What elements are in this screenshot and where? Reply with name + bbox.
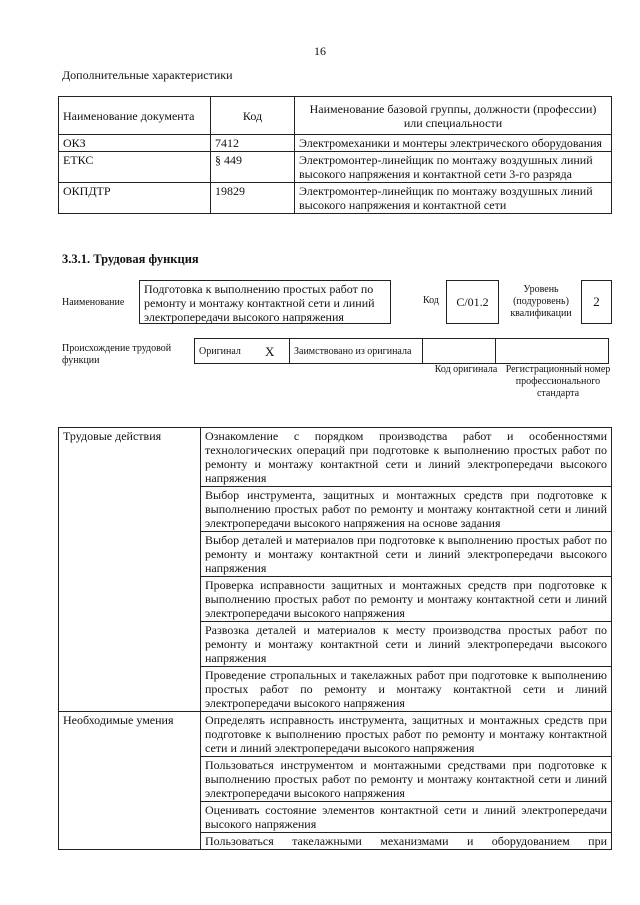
table-row [59,152,612,183]
cell-document: ОКЗ [59,135,211,152]
cell-code: 7412 [211,135,295,152]
table-row [59,183,612,214]
action-item: Проверка исправности защитных и монтажных средств при подготовке к выполнению простых работ по ремонту и монтажу контактной сети и линий электропередачи высокого напряжения [201,577,612,622]
origin-table [194,338,609,364]
borrowed-label: Заимствовано из оригинала [290,339,423,364]
function-section-title: 3.3.1. Трудовая функция [62,252,199,266]
table-row [59,135,612,152]
cell-code: § 449 [211,152,295,183]
name-label: Наименование [62,297,125,308]
code-original-caption: Код оригинала [434,364,498,375]
header-group: Наименование базовой группы, должности (профессии) или специальности [295,97,612,135]
table-row [59,712,612,757]
action-item: Выбор деталей и материалов при подготовке к выполнению простых работ по ремонту и монтажу контактной сети и линий электропередачи высокого напряжения [201,532,612,577]
activities-table [58,427,612,850]
table-row [195,339,609,364]
skill-item: Определять исправность инструмента, защитных и монтажных средств при подготовке к выполнению простых работ по ремонту и монтажу контактной сети и линий электропередачи высокого напряжения [201,712,612,757]
cell-document: ОКПДТР [59,183,211,214]
original-mark: Х [261,339,290,364]
cell-group: Электромонтер-линейщик по монтажу воздушных линий высокого напряжения и контактной сети [295,183,612,214]
skills-label: Необходимые умения [59,712,201,850]
code-label: Код [423,295,439,306]
table-header-row [59,97,612,135]
reg-number-cell [496,339,609,364]
header-code: Код [211,97,295,135]
function-name-box: Подготовка к выполнению простых работ по ремонту и монтажу контактной сети и линий электропередачи высокого напряжения [139,280,391,324]
action-item: Выбор инструмента, защитных и монтажных средств при подготовке к выполнению простых работ по ремонту и монтажу контактной сети и линий электропередачи высокого напряжения на основе задания [201,487,612,532]
level-value-box: 2 [581,280,612,324]
cell-code: 19829 [211,183,295,214]
action-item: Проведение стропальных и такелажных работ при подготовке к выполнению простых работ по ремонту и монтажу контактной сети и линий электропередачи высокого напряжения [201,667,612,712]
table-row [59,428,612,487]
function-code-box: C/01.2 [446,280,499,324]
skill-item: Пользоваться инструментом и монтажными средствами при подготовке к выполнению простых работ по ремонту и монтажу контактной сети и линий электропередачи высокого напряжения [201,757,612,802]
cell-group: Электромеханики и монтеры электрического оборудования [295,135,612,152]
skill-item: Оценивать состояние элементов контактной сети и линий электропередачи высокого напряжения [201,802,612,833]
skill-item: Пользоваться такелажными механизмами и оборудованием при [201,833,612,850]
cell-document: ЕТКС [59,152,211,183]
section-subtitle: Дополнительные характеристики [62,68,233,82]
action-item: Развозка деталей и материалов к месту производства простых работ по ремонту и монтажу контактной сети и линий электропередачи высокого напряжения [201,622,612,667]
cell-group: Электромонтер-линейщик по монтажу воздушных линий высокого напряжения и контактной сети 3-го разряда [295,152,612,183]
action-item: Ознакомление с порядком производства работ и особенностями технологических операций при подготовке к выполнению простых работ по ремонту и монтажу контактной сети и линий электропередачи высокого напряжения [201,428,612,487]
level-label: Уровень (подуровень) квалификации [510,284,572,319]
actions-label: Трудовые действия [59,428,201,712]
characteristics-table [58,96,612,214]
page-number: 16 [314,44,326,58]
original-label: Оригинал [195,339,262,364]
header-document: Наименование документа [59,97,211,135]
reg-number-caption: Регистрационный номер профессионального стандарта [505,364,611,399]
origin-label: Происхождение трудовой функции [62,343,172,366]
original-code-cell [423,339,496,364]
